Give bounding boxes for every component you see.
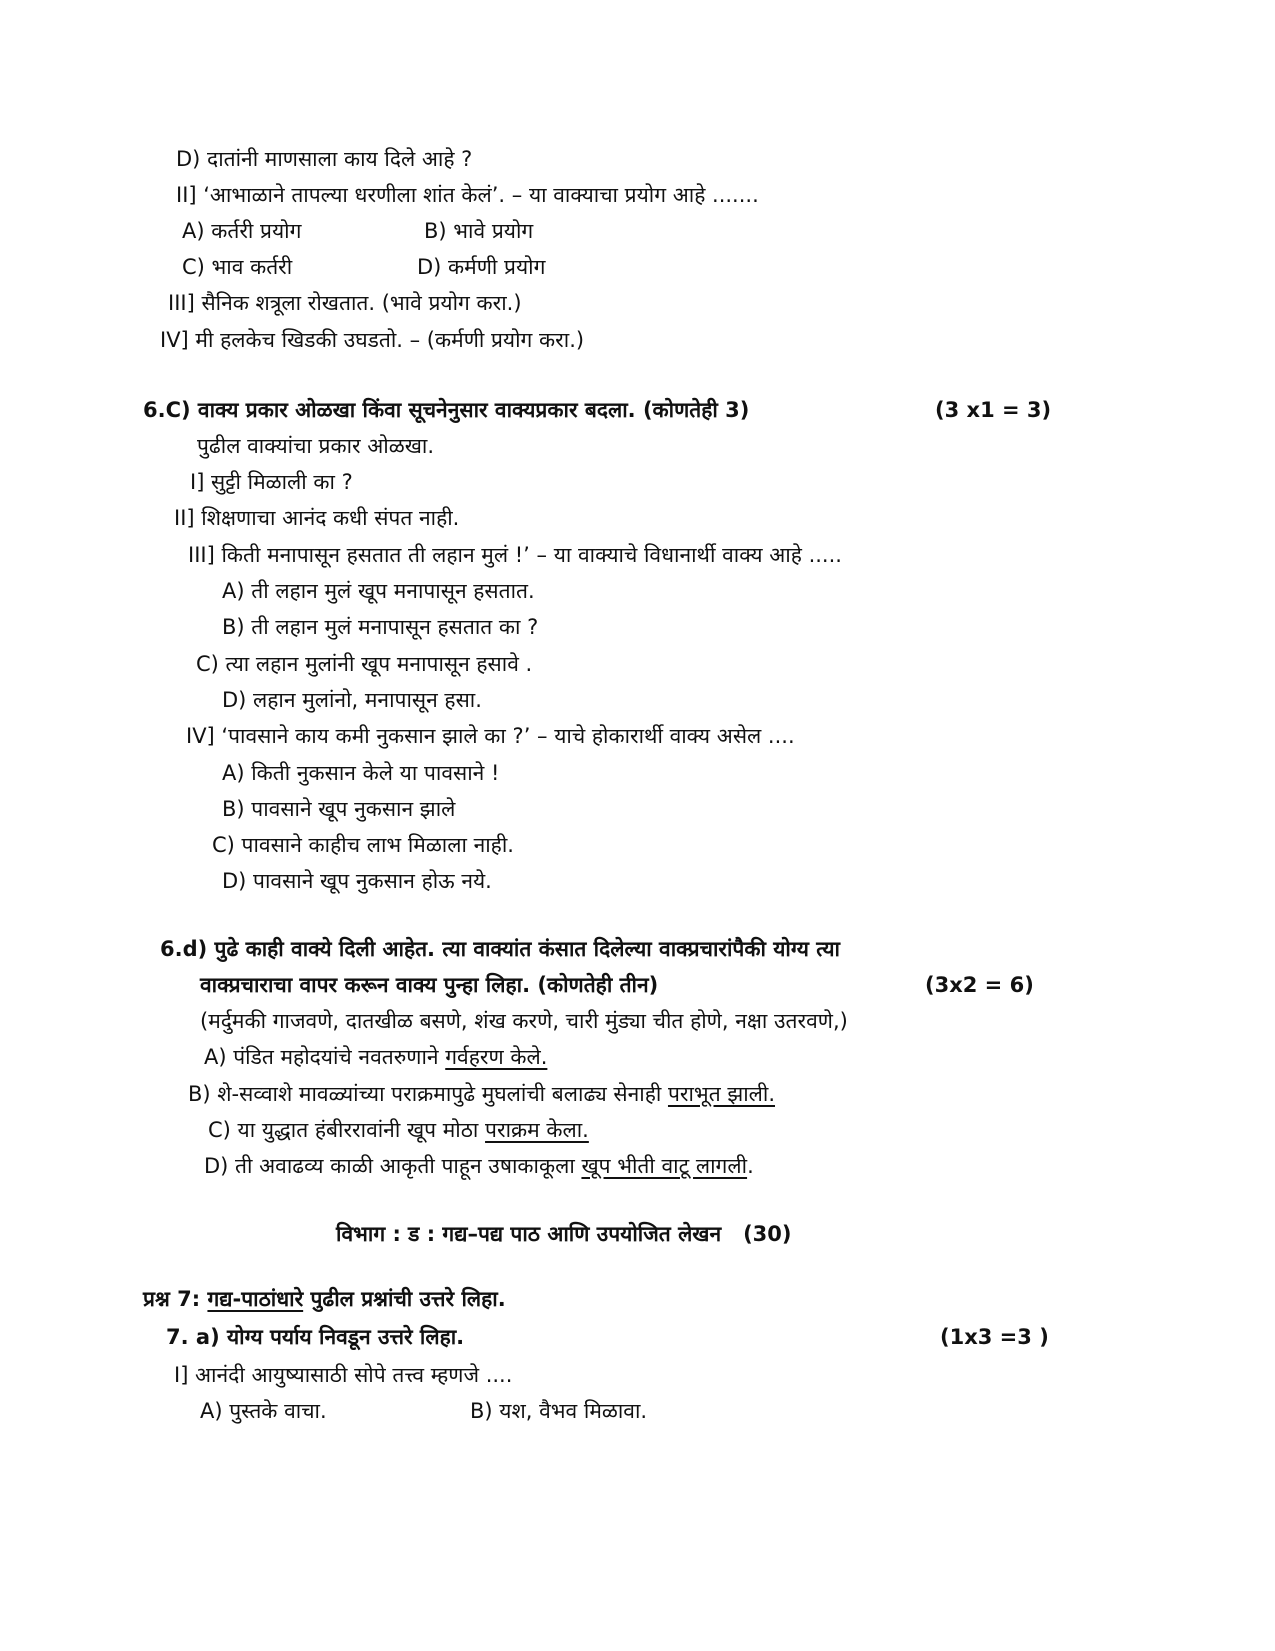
section-title: [336, 1220, 792, 1248]
option-c: C) भाव कर्तरी: [182, 255, 293, 279]
option-a: A) कर्तरी प्रयोग: [182, 219, 302, 243]
subquestion-7a: 7. a) योग्य पर्याय निवडून उत्तरे लिहा.: [166, 1325, 465, 1349]
section-heading-6d: 6.d) पुढे काही वाक्ये दिली आहेत. त्या वाक्यांत कंसात दिलेल्या वाक्प्रचारांपैकी योग्य त्या: [160, 937, 840, 961]
instruction-text: पुढील वाक्यांचा प्रकार ओळखा.: [197, 434, 435, 458]
underlined-phrase: गर्वहरण केले.: [445, 1045, 548, 1069]
marks-6d: (3x2 = 6): [925, 973, 1034, 997]
option-b: B) पावसाने खूप नुकसान झाले: [222, 797, 456, 821]
phrase-list: (मर्दुमकी गाजवणे, दातखीळ बसणे, शंख करणे, चारी मुंड्या चीत होणे, नक्षा उतरवणे,): [200, 1009, 848, 1033]
option-a: A) ती लहान मुलं खूप मनापासून हसतात.: [222, 579, 535, 603]
sentence-text: C) या युद्धात हंबीररावांनी खूप मोठा: [208, 1118, 486, 1142]
underlined-phrase: पराभूत झाली.: [667, 1082, 775, 1106]
underlined-phrase: गद्य-पाठांधारे: [207, 1287, 304, 1311]
question-text: IV] मी हलकेच खिडकी उघडतो. – (कर्मणी प्रयोग करा.): [160, 328, 585, 352]
marks-6c: (3 x1 = 3): [935, 398, 1052, 422]
question-text: III] किती मनापासून हसतात ती लहान मुलं !’ – या वाक्याचे विधानार्थी वाक्य आहे .....: [188, 543, 842, 567]
option-a: A) किती नुकसान केले या पावसाने !: [222, 761, 500, 785]
question-label: प्रश्न 7:: [143, 1287, 208, 1311]
sentence-item: [188, 1080, 775, 1108]
question-text: I] सुट्टी मिळाली का ?: [190, 470, 353, 494]
sentence-item: [208, 1116, 589, 1144]
option-a: A) पुस्तके वाचा.: [200, 1399, 327, 1423]
sentence-text: A) पंडित महोदयांचे नवतरुणाने: [204, 1045, 446, 1069]
sentence-suffix: .: [747, 1154, 754, 1178]
option-b: B) ती लहान मुलं मनापासून हसतात का ?: [222, 615, 539, 639]
option-d: D) दातांनी माणसाला काय दिले आहे ?: [176, 147, 473, 171]
option-c: C) त्या लहान मुलांनी खूप मनापासून हसावे .: [196, 652, 533, 676]
sentence-item: [204, 1043, 547, 1071]
option-b: B) यश, वैभव मिळावा.: [470, 1399, 648, 1423]
question-text: I] आनंदी आयुष्यासाठी सोपे तत्त्व म्हणजे ....: [174, 1363, 513, 1387]
section-heading-6c: 6.C) वाक्य प्रकार ओळखा किंवा सूचनेनुसार वाक्यप्रकार बदला. (कोणतेही 3): [143, 398, 750, 422]
question-text: II] शिक्षणाचा आनंद कधी संपत नाही.: [174, 506, 460, 530]
marks-7a: (1x3 =3 ): [940, 1325, 1049, 1349]
question-text: II] ‘आभाळाने तापल्या धरणीला शांत केलं’. – या वाक्याचा प्रयोग आहे .......: [176, 183, 759, 207]
underlined-phrase: खूप भीती वाटू लागली: [581, 1154, 748, 1178]
option-d: D) कर्मणी प्रयोग: [417, 255, 546, 279]
question-heading-text: पुढील प्रश्नांची उत्तरे लिहा.: [303, 1287, 506, 1311]
option-b: B) भावे प्रयोग: [424, 219, 534, 243]
sentence-item: [204, 1152, 754, 1180]
sentence-text: D) ती अवाढव्य काळी आकृती पाहून उषाकाकूला: [204, 1154, 582, 1178]
sentence-text: B) शे-सव्वाशे मावळ्यांच्या पराक्रमापुढे मुघलांची बलाढ्य सेनाही: [188, 1082, 668, 1106]
option-c: C) पावसाने काहीच लाभ मिळाला नाही.: [212, 833, 514, 857]
section-heading-6d-cont: वाक्प्रचाराचा वापर करून वाक्य पुन्हा लिहा. (कोणतेही तीन): [200, 973, 659, 997]
option-d: D) पावसाने खूप नुकसान होऊ नये.: [222, 869, 492, 893]
question-text: IV] ‘पावसाने काय कमी नुकसान झाले का ?’ – याचे होकारार्थी वाक्य असेल ....: [186, 724, 795, 748]
section-marks: (30): [743, 1222, 792, 1246]
section-title-text: विभाग : ड : गद्य–पद्य पाठ आणि उपयोजित लेखन: [336, 1222, 722, 1246]
underlined-phrase: पराक्रम केला.: [485, 1118, 589, 1142]
option-d: D) लहान मुलांनो, मनापासून हसा.: [222, 688, 482, 712]
question-text: III] सैनिक शत्रूला रोखतात. (भावे प्रयोग करा.): [168, 291, 522, 315]
question-7-heading: [143, 1285, 506, 1313]
